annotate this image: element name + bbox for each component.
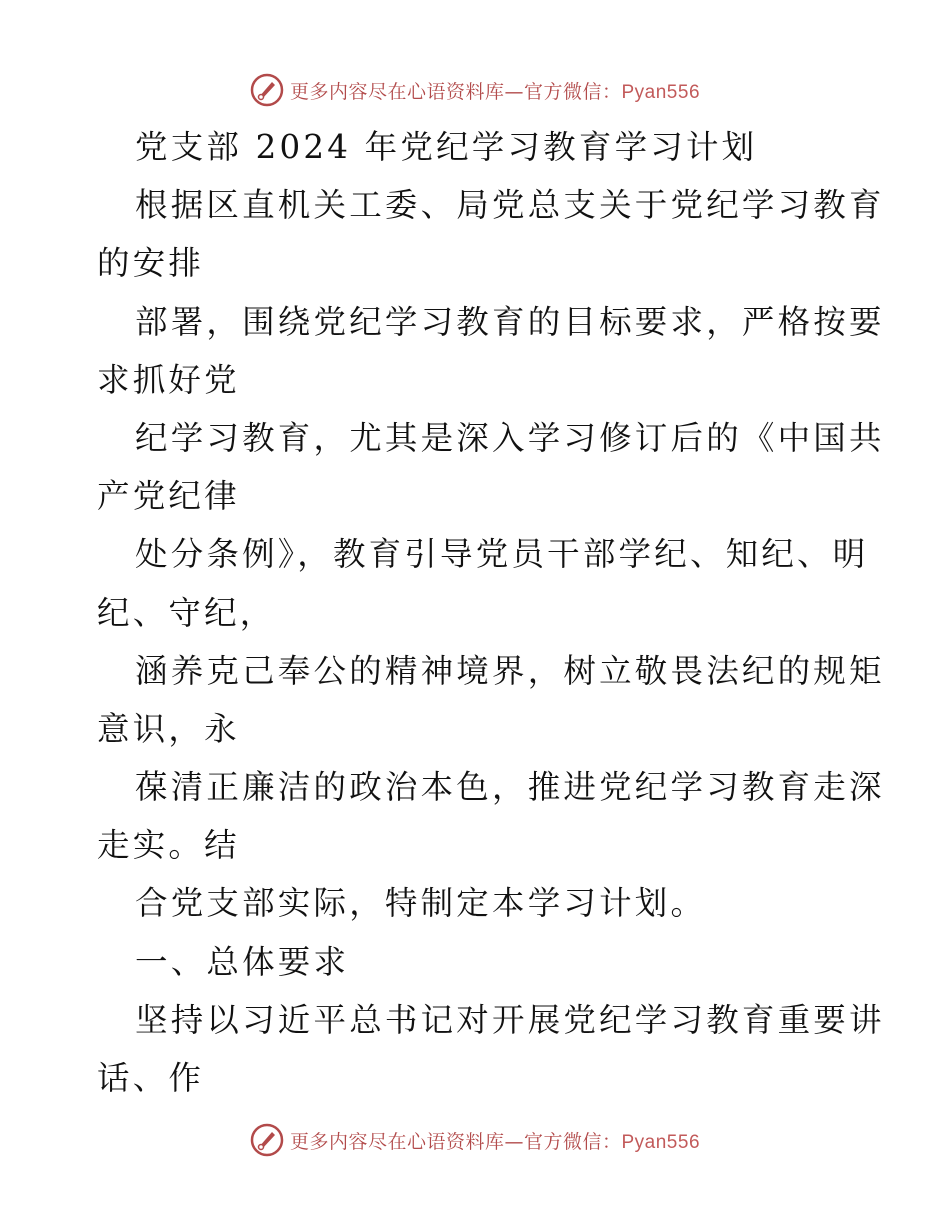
banner-text	[290, 77, 700, 104]
document-line: 纪、守纪，	[97, 593, 276, 632]
document-line: 合党支部实际，特制定本学习计划。	[135, 884, 707, 923]
document-line: 一、总体要求	[135, 942, 350, 981]
pen-nib-circle-icon	[250, 73, 284, 107]
footer-watermark-banner	[0, 1120, 950, 1160]
document-line: 纪学习教育，尤其是深入学习修订后的《中国共	[135, 418, 885, 457]
banner-dash: —	[504, 1130, 524, 1153]
document-line: 部署，围绕党纪学习教育的目标要求，严格按要	[135, 302, 885, 341]
document-line: 葆清正廉洁的政治本色，推进党纪学习教育走深	[135, 768, 885, 807]
document-line: 产党纪律	[97, 477, 240, 516]
document-line: 话、作	[97, 1059, 205, 1097]
banner-wechat-label: 官方微信：	[523, 80, 622, 103]
document-line: 求抓好党	[97, 360, 240, 399]
document-line: 坚持以习近平总书记对开展党纪学习教育重要讲	[135, 1000, 885, 1039]
banner-handle: Pyan556	[621, 81, 701, 103]
banner-handle: Pyan556	[621, 1131, 701, 1153]
banner-site-name: 更多内容尽在心语资料库	[289, 1130, 505, 1153]
document-line: 意识，永	[97, 709, 240, 748]
document-line: 党支部 2024 年党纪学习教育学习计划	[135, 128, 758, 166]
banner-wechat-label: 官方微信：	[523, 1130, 622, 1153]
document-line: 走实。结	[97, 826, 240, 865]
banner-text	[290, 1127, 700, 1154]
document-line: 的安排	[97, 244, 205, 283]
banner-site-name: 更多内容尽在心语资料库	[289, 80, 505, 103]
document-body	[97, 118, 885, 1107]
document-line: 涵养克己奉公的精神境界，树立敬畏法纪的规矩	[135, 651, 885, 690]
pen-nib-circle-icon	[250, 1123, 284, 1157]
document-line: 根据区直机关工委、局党总支关于党纪学习教育	[135, 186, 885, 225]
document-line: 处分条例》，教育引导党员干部学纪、知纪、明	[135, 535, 869, 574]
banner-dash: —	[504, 80, 524, 103]
header-watermark-banner	[0, 70, 950, 110]
